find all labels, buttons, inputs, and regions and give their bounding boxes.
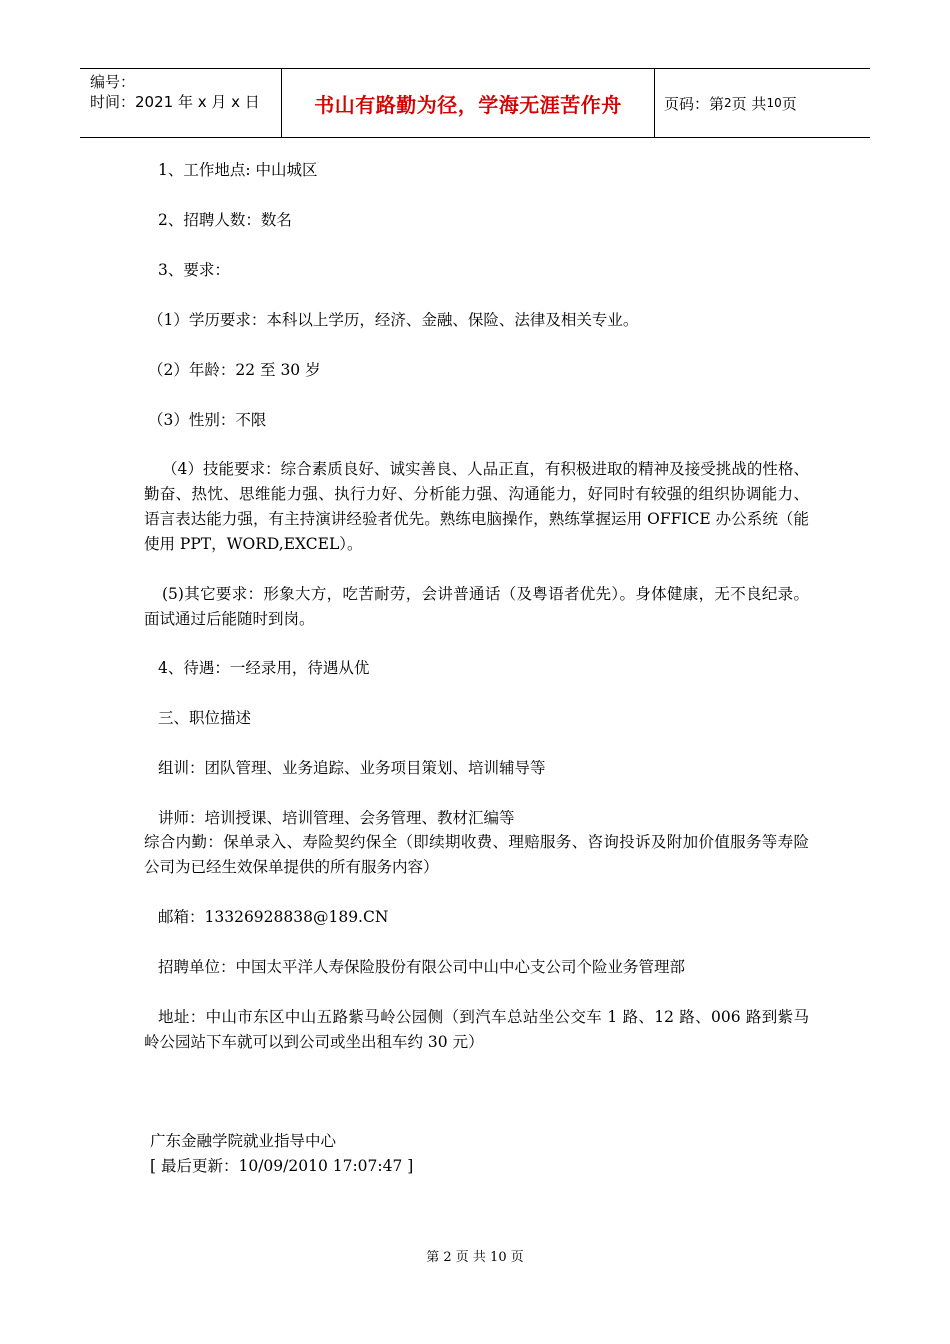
last-updated: [ 最后更新：10/09/2010 17:07:47 ] bbox=[150, 1157, 414, 1175]
headcount: 2、招聘人数：数名 bbox=[158, 211, 292, 229]
requirements-heading: 3、要求： bbox=[158, 261, 230, 279]
page-footer: 第 2 页 共 10 页 bbox=[426, 1250, 524, 1265]
address: 地址：中山市东区中山五路紫马岭公园侧（到汽车总站坐公交车 1 路、12 路、006 路到紫马岭公园站下车就可以到公司或坐出租车约 30 元） bbox=[144, 1008, 809, 1051]
page-total: 10 bbox=[766, 96, 782, 110]
header-page-number bbox=[654, 69, 870, 137]
employer: 招聘单位：中国太平洋人寿保险股份有限公司中山中心支公司个险业务管理部 bbox=[158, 958, 686, 976]
time-line bbox=[90, 91, 260, 112]
page-mid: 页 共 bbox=[731, 94, 767, 113]
organization: 广东金融学院就业指导中心 bbox=[150, 1132, 337, 1150]
desc-trainer: 组训：团队管理、业务追踪、业务项目策划、培训辅导等 bbox=[158, 759, 546, 777]
number-label: 编号： bbox=[90, 73, 136, 91]
desc-admin: 综合内勤：保单录入、寿险契约保全（即续期收费、理赔服务、咨询投诉及附加价值服务等寿险公司为已经生效保单提供的所有服务内容） bbox=[144, 833, 809, 876]
compensation: 4、待遇：一经录用，待遇从优 bbox=[158, 659, 370, 677]
page-suffix: 页 bbox=[781, 94, 797, 113]
desc-lecturer: 讲师：培训授课、培训管理、会务管理、教材汇编等 bbox=[158, 809, 515, 827]
contact-email: 邮箱：13326928838@189.CN bbox=[158, 908, 389, 926]
motto: 书山有路勤为径，学海无涯苦作舟 bbox=[314, 92, 622, 117]
req-skills: （4）技能要求：综合素质良好、诚实善良、人品正直，有积极进取的精神及接受挑战的性格、勤奋、热忱、思维能力强、执行力好、分析能力强、沟通能力，好同时有较强的组织协调能力、语言表达能力强，有主持演讲经验者优先。熟练电脑操作，熟练掌握运用 OFFICE 办公系统（能使用 PPT，WORD,EXCEL）。 bbox=[144, 460, 809, 553]
req-age: （2）年龄：22 至 30 岁 bbox=[148, 361, 321, 379]
req-other: (5)其它要求：形象大方，吃苦耐劳，会讲普通话（及粤语者优先）。身体健康，无不良纪录。面试通过后能随时到岗。 bbox=[144, 585, 809, 628]
req-education: （1）学历要求：本科以上学历，经济、金融、保险、法律及相关专业。 bbox=[148, 311, 639, 329]
time-label: 时间： bbox=[90, 93, 136, 111]
work-location: 1、工作地点: 中山城区 bbox=[158, 161, 318, 179]
header-motto-cell bbox=[281, 69, 655, 137]
req-gender: （3）性别：不限 bbox=[148, 411, 267, 429]
page-prefix: 页码：第 bbox=[664, 94, 725, 113]
time-value: 2021 年 x 月 x 日 bbox=[135, 93, 260, 111]
page-current: 2 bbox=[724, 96, 732, 110]
section-job-description: 三、职位描述 bbox=[158, 709, 252, 727]
header-meta bbox=[80, 69, 280, 137]
page-header bbox=[80, 68, 870, 138]
